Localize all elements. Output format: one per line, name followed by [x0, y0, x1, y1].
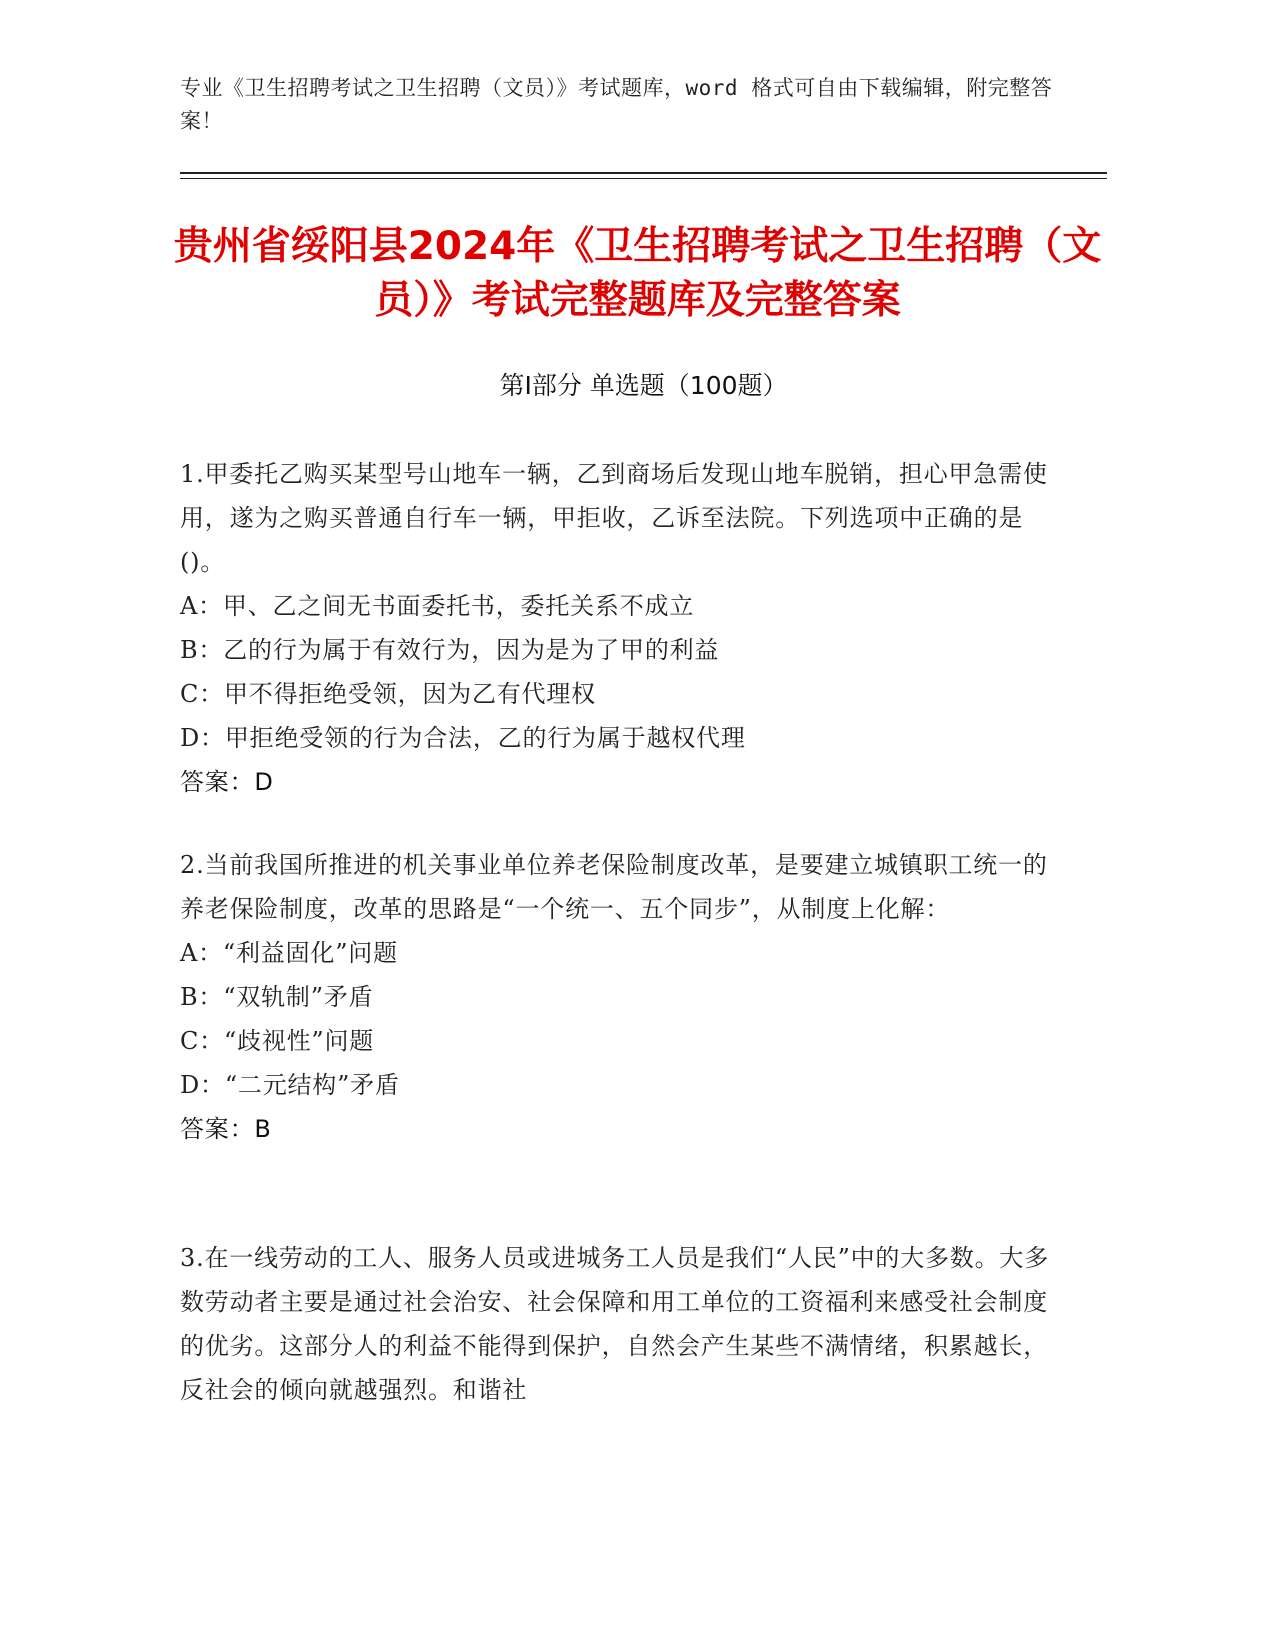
option-d: D：甲拒绝受领的行为合法，乙的行为属于越权代理	[180, 724, 746, 752]
option-c: C：甲不得拒绝受领，因为乙有代理权	[180, 680, 596, 708]
question-stem: 2.当前我国所推进的机关事业单位养老保险制度改革，是要建立城镇职工统一的养老保险制度，改革的思路是“一个统一、五个同步”，从制度上化解：	[180, 851, 1048, 923]
option-c: C：“歧视性”问题	[180, 1027, 375, 1055]
option-a: A：“利益固化”问题	[180, 939, 398, 967]
option-d: D：“二元结构”矛盾	[180, 1071, 400, 1099]
document-title: 贵州省绥阳县2024年《卫生招聘考试之卫生招聘（文员）》考试完整题库及完整答案	[173, 224, 1102, 323]
option-b: B：乙的行为属于有效行为，因为是为了甲的利益	[180, 636, 720, 664]
header-divider-thick	[180, 172, 1107, 174]
question-2	[180, 843, 1060, 1151]
question-stem: 3.在一线劳动的工人、服务人员或进城务工人员是我们“人民”中的大多数。大多数劳动者主要是通过社会治安、社会保障和用工单位的工资福利来感受社会制度的优劣。这部分人的利益不能得到保护，自然会产生某些不满情绪，积累越长，反社会的倾向就越强烈。和谐社	[180, 1244, 1050, 1404]
answer-label: 答案：D	[180, 768, 274, 796]
option-b: B：“双轨制”矛盾	[180, 983, 374, 1011]
question-1	[180, 452, 1060, 804]
question-3	[180, 1236, 1060, 1412]
question-stem: 1.甲委托乙购买某型号山地车一辆，乙到商场后发现山地车脱销，担心甲急需使用，遂为之购买普通自行车一辆，甲拒收，乙诉至法院。下列选项中正确的是()。	[180, 460, 1048, 576]
header-divider-thin	[180, 178, 1107, 179]
option-a: A：甲、乙之间无书面委托书，委托关系不成立	[180, 592, 695, 620]
answer-label: 答案：B	[180, 1115, 272, 1143]
header-note: 专业《卫生招聘考试之卫生招聘（文员）》考试题库，word 格式可自由下载编辑，附完整答案！	[180, 76, 1053, 133]
section-heading: 第Ⅰ部分 单选题（100题）	[499, 371, 788, 400]
